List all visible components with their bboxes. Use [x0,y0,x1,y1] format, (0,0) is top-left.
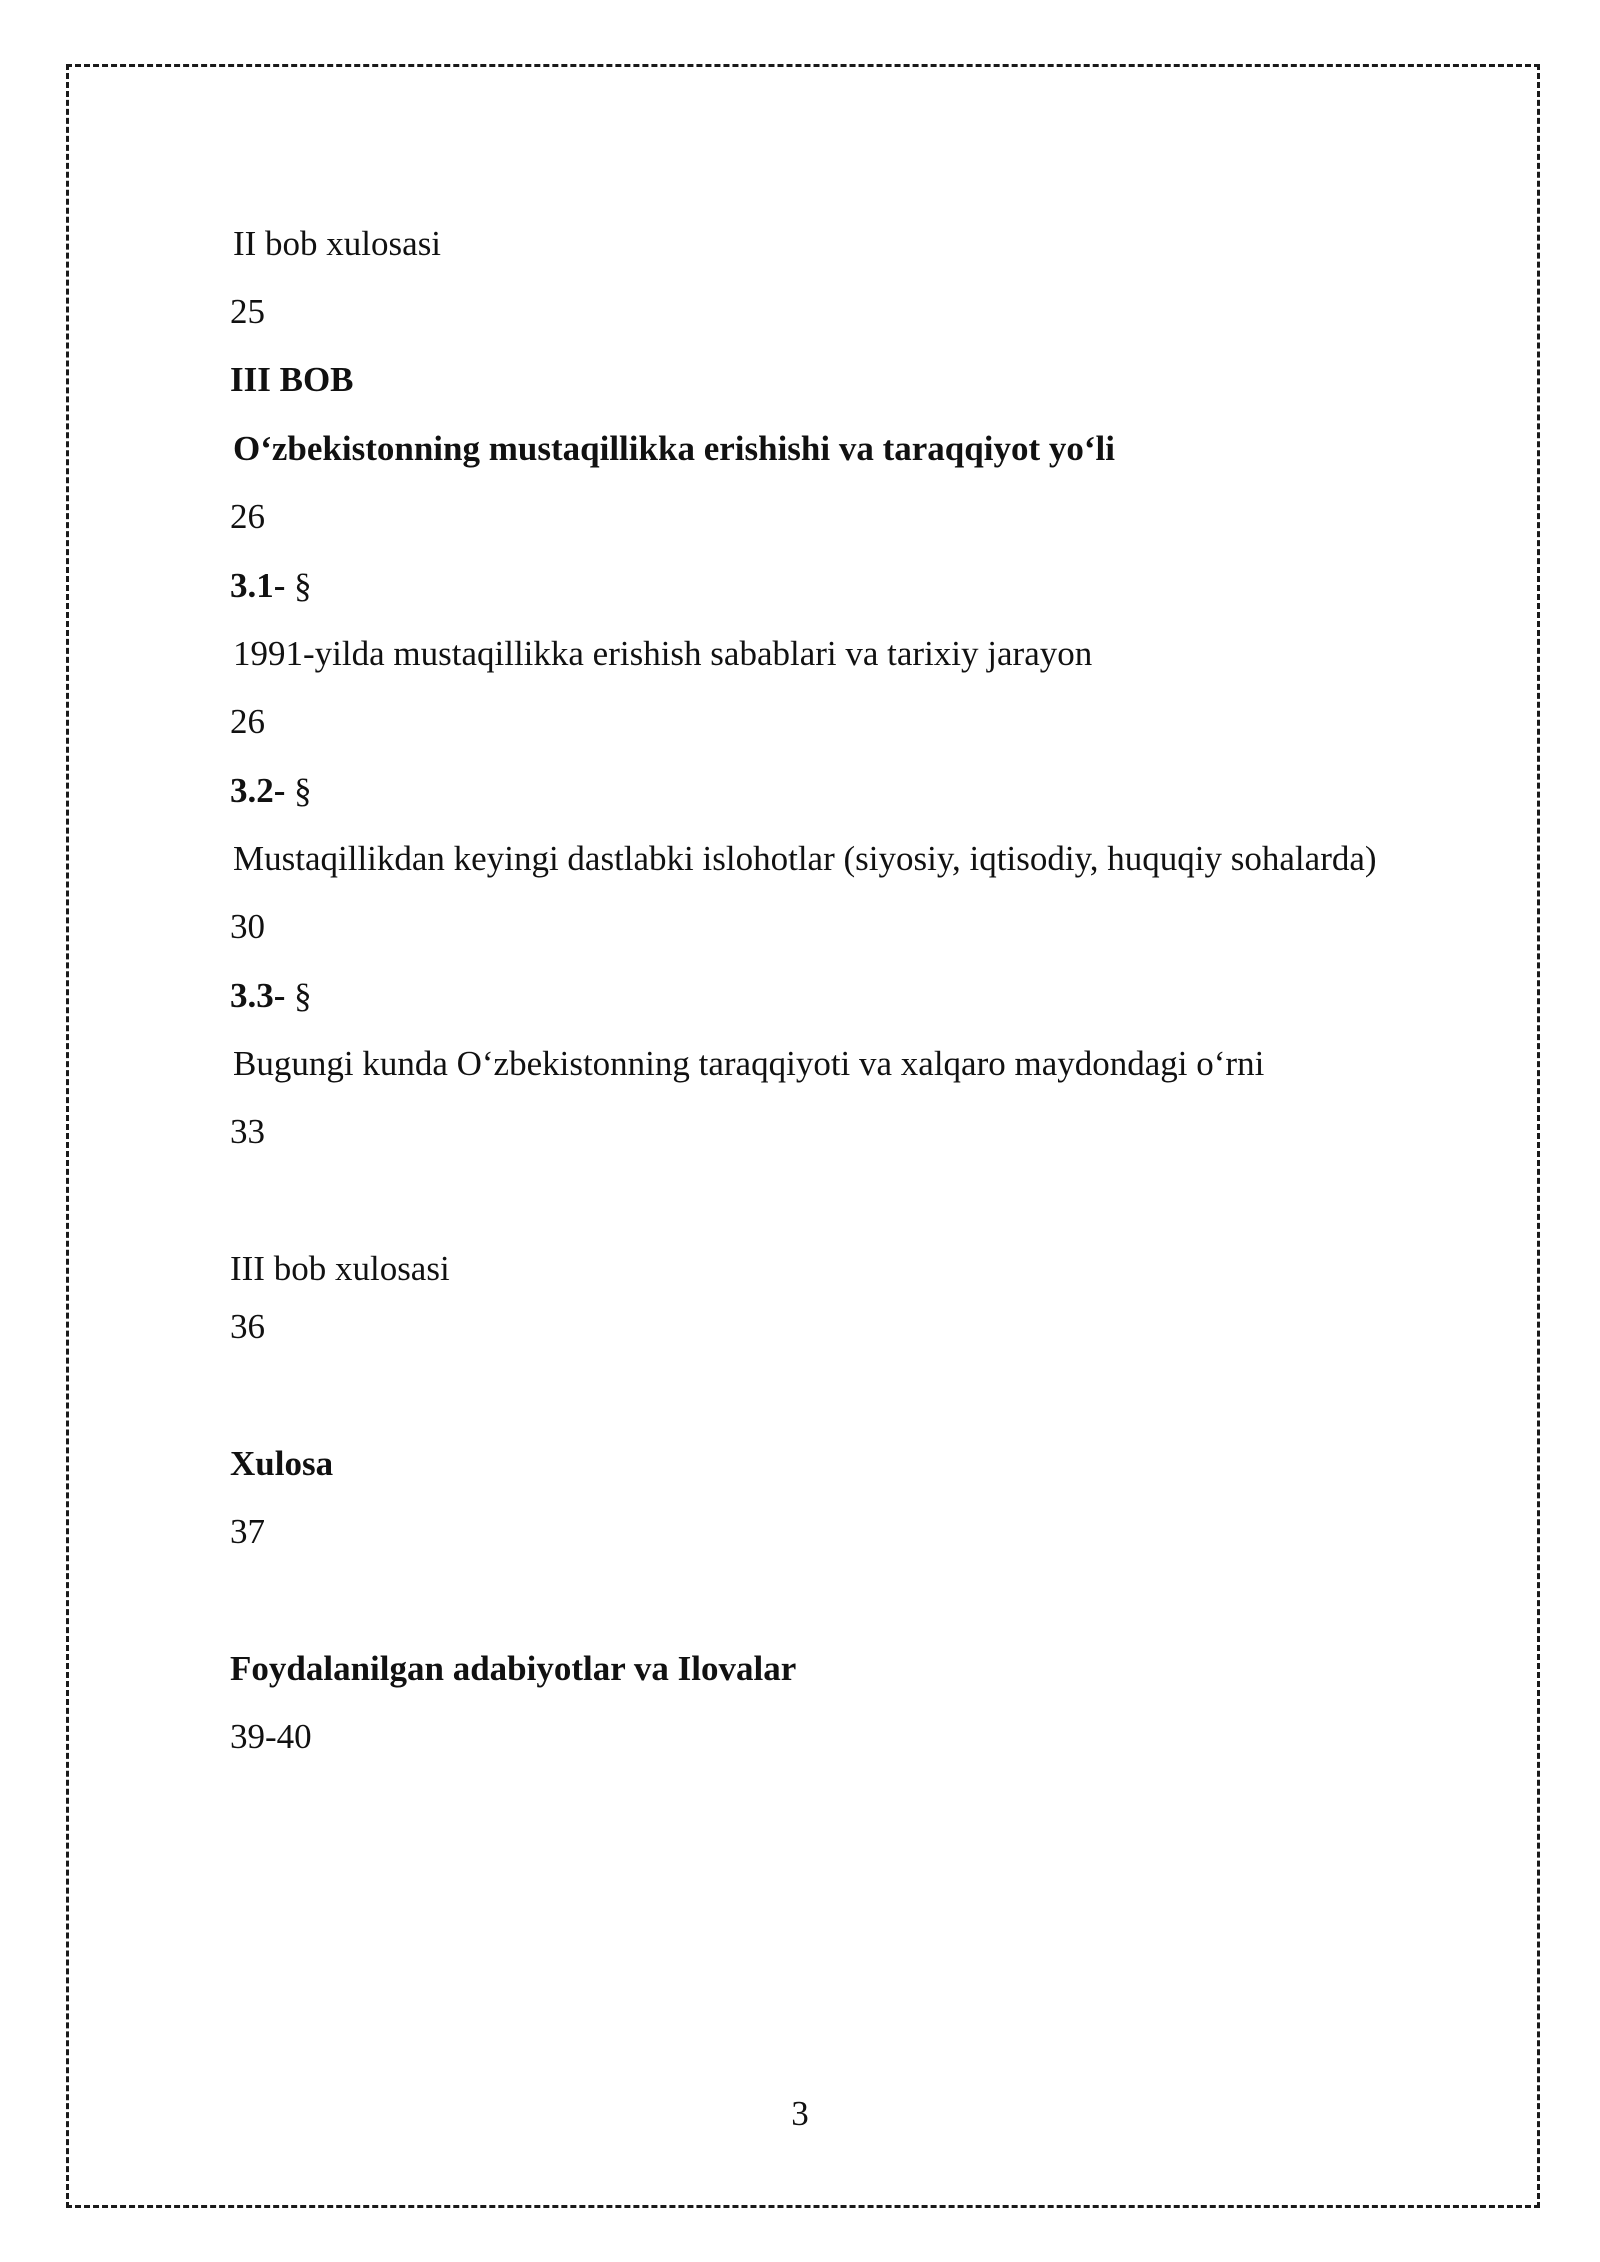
toc-s31-title: 1991-yilda mustaqillikka erishish sabablari va tarixiy jarayon [233,634,1093,673]
toc-conclusion-title: Xulosa [230,1444,334,1483]
toc-s31-page: 26 [230,702,265,741]
toc-s31-num: 3.1- [230,566,286,605]
toc-s32-num: 3.2- [230,771,286,810]
page-number: 3 [791,2094,809,2133]
toc-s33-num: 3.3- [230,976,286,1015]
toc-s33-title: Bugungi kunda O‘zbekistonning taraqqiyoti va xalqaro maydondagi o‘rni [233,1044,1265,1083]
toc-conclusion-page: 37 [230,1512,265,1551]
toc-ch3-page: 26 [230,497,265,536]
toc-s33-page: 33 [230,1112,265,1151]
section-symbol: § [285,566,312,605]
section-symbol: § [285,976,312,1015]
toc-ch2-summary-title: II bob xulosasi [233,224,442,263]
toc-s32-page: 30 [230,907,265,946]
toc-ch3-title: O‘zbekistonning mustaqillikka erishishi va taraqqiyot yo‘li [233,429,1115,468]
toc-ch3-summary-page: 36 [230,1307,265,1346]
toc-references-page: 39-40 [230,1717,312,1756]
toc-ch3-summary-title: III bob xulosasi [230,1249,450,1288]
toc-ch3-label: III BOB [230,360,354,399]
toc-s31-heading [230,564,312,608]
section-symbol: § [285,771,312,810]
toc-s32-heading [230,769,312,813]
toc-ch2-summary-page: 25 [230,292,265,331]
toc-s32-title: Mustaqillikdan keyingi dastlabki islohotlar (siyosiy, iqtisodiy, huquqiy sohalarda) [233,839,1377,878]
toc-s33-heading [230,974,312,1018]
toc-references-title: Foydalanilgan adabiyotlar va Ilovalar [230,1649,797,1688]
